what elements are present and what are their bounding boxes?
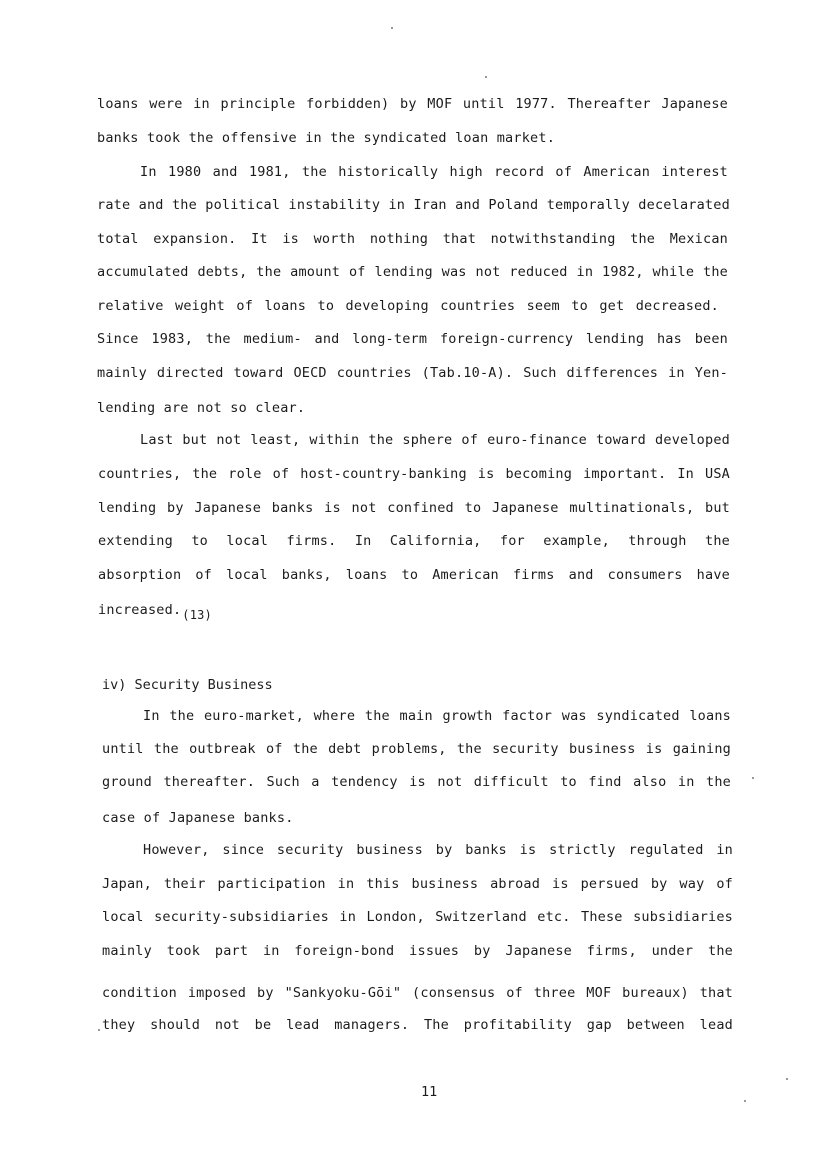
text-line: Since 1983, the medium- and long-term foreign-currency lending has been [97, 331, 728, 347]
text-line: loans were in principle forbidden) by MOF until 1977. Thereafter Japanese [97, 96, 728, 112]
scan-speck [752, 777, 754, 779]
text-line: rate and the political instability in Iran and Poland temporally decelarated [97, 197, 730, 213]
text-line [98, 602, 212, 622]
text-line-body: increased. [98, 602, 182, 618]
text-line: condition imposed by "Sankyoku-Gōi" (consensus of three MOF bureaux) that [102, 985, 733, 1001]
text-line: In 1980 and 1981, the historically high record of American interest [140, 164, 728, 180]
text-line: Last but not least, within the sphere of euro-finance toward developed [140, 432, 730, 448]
section-heading: iv) Security Business [102, 677, 273, 693]
text-line: banks took the offensive in the syndicated loan market. [97, 130, 556, 146]
text-line: lending by Japanese banks is not confined to Japanese multinationals, but [98, 500, 730, 516]
text-line: Japan, their participation in this business abroad is persued by way of [102, 876, 733, 892]
footnote-reference: (13) [182, 608, 212, 622]
scan-speck [485, 76, 487, 78]
scan-speck [744, 1100, 746, 1102]
text-line: mainly took part in foreign-bond issues by Japanese firms, under the [102, 943, 733, 959]
text-line: local security-subsidiaries in London, Switzerland etc. These subsidiaries [102, 909, 733, 925]
text-line: total expansion. It is worth nothing that notwithstanding the Mexican [97, 231, 728, 247]
text-line: However, since security business by banks is strictly regulated in [143, 842, 733, 858]
text-line: case of Japanese banks. [102, 810, 294, 826]
text-line: absorption of local banks, loans to American firms and consumers have [98, 567, 730, 583]
text-line: relative weight of loans to developing countries seem to get decreased. [97, 298, 719, 314]
scan-speck [98, 1029, 100, 1031]
text-line: extending to local firms. In California, for example, through the [98, 533, 730, 549]
text-line: In the euro-market, where the main growth factor was syndicated loans [143, 708, 731, 724]
text-line: countries, the role of host-country-banking is becoming important. In USA [98, 466, 730, 482]
scan-speck [786, 1078, 788, 1080]
scan-speck [391, 27, 393, 29]
text-line: accumulated debts, the amount of lending was not reduced in 1982, while the [97, 264, 728, 280]
page-number: 11 [421, 1084, 438, 1100]
text-line: ground thereafter. Such a tendency is not difficult to find also in the [102, 774, 731, 790]
text-line: lending are not so clear. [97, 400, 306, 416]
text-line: until the outbreak of the debt problems, the security business is gaining [102, 741, 731, 757]
text-line: they should not be lead managers. The profitability gap between lead [102, 1017, 733, 1033]
text-line: mainly directed toward OECD countries (Tab.10-A). Such differences in Yen- [97, 365, 728, 381]
